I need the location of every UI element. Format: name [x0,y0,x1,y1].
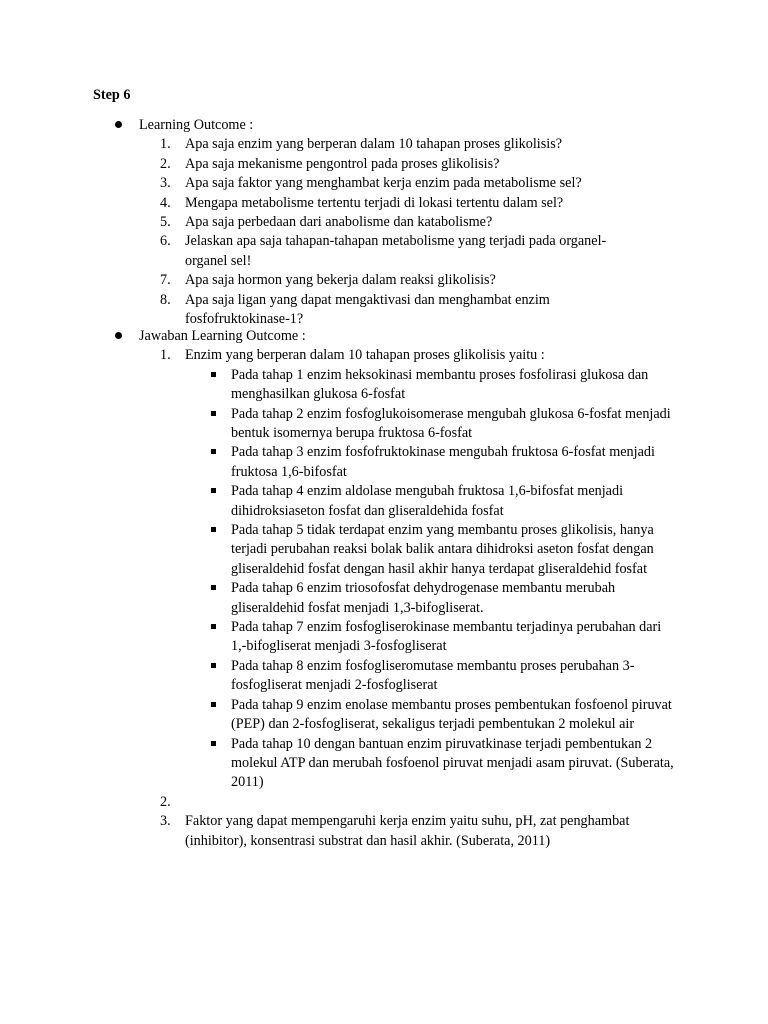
square-bullet-icon [211,527,216,532]
step-text: Pada tahap 5 tidak terdapat enzim yang membantu proses glikolisis, hanya terjadi perubahan reaksi bolak balik antara dihidroksi aseton fosfat dengan gliseraldehid fosfat dengan hasil akhir hanya terdapat gliseraldehid fosfat [231,522,654,577]
square-bullet-icon [211,624,216,629]
step-item [0,366,674,405]
question-text: Apa saja faktor yang menghambat kerja enzim pada metabolisme sel? [185,175,582,192]
question-item [0,174,647,193]
question-number: 3. [160,175,171,192]
step-item [0,696,674,735]
bullet-dot-icon [115,332,122,339]
learning-outcome-questions [0,135,768,329]
step-item [0,482,674,521]
bullet-dot-icon [115,121,122,128]
question-item [0,135,647,154]
step-text: Pada tahap 4 enzim aldolase mengubah fruktosa 1,6-bifosfat menjadi dihidroksiaseton fosfat dan gliseraldehida fosfat [231,483,624,519]
learning-outcome-bullet [0,116,768,135]
answer-text: Faktor yang dapat mempengaruhi kerja enzim yaitu suhu, pH, zat penghambat (inhibitor), konsentrasi substrat dan hasil akhir. (Suberata, 2011) [185,813,630,849]
square-bullet-icon [211,411,216,416]
question-number: 5. [160,214,171,231]
step-text: Pada tahap 6 enzim triosofosfat dehydrogenase membantu merubah gliseraldehid fosfat menjadi 1,3-bifogliserat. [231,580,616,616]
question-text: Jelaskan apa saja tahapan-tahapan metabolisme yang terjadi pada organel-organel sel! [185,233,607,269]
step-item [0,618,674,657]
jawaban-section [0,327,768,851]
step-item [0,579,674,618]
answer-number: 2. [160,793,171,810]
question-item [0,232,647,271]
square-bullet-icon [211,663,216,668]
glycolysis-steps [185,366,674,793]
square-bullet-icon [211,488,216,493]
step-text: Pada tahap 7 enzim fosfogliserokinase membantu terjadinya perubahan dari 1,-bifogliserat menjadi 3-fosfogliserat [231,619,662,655]
question-number: 8. [160,291,171,308]
question-item [0,213,647,232]
answer-number: 3. [160,813,171,830]
jawaban-title: Jawaban Learning Outcome : [139,328,306,344]
step-item [0,521,674,579]
question-text: Mengapa metabolisme tertentu terjadi di lokasi tertentu dalam sel? [185,194,564,211]
question-number: 7. [160,272,171,289]
answer-item [0,812,647,851]
question-text: Apa saja perbedaan dari anabolisme dan katabolisme? [185,214,493,231]
question-text: Apa saja enzim yang berperan dalam 10 tahapan proses glikolisis? [185,136,563,153]
step-text: Pada tahap 8 enzim fosfogliseromutase membantu proses perubahan 3-fosfogliserat menjadi 2-fosfogliserat [231,657,635,694]
answer-item [0,346,674,792]
step-text: Pada tahap 3 enzim fosfofruktokinase mengubah fruktosa 6-fosfat menjadi fruktosa 1,6-bifosfat [231,444,655,480]
question-item [0,194,647,213]
question-number: 4. [160,194,171,211]
question-item [0,291,647,330]
square-bullet-icon [211,449,216,454]
step-heading: Step 6 [93,87,131,103]
step-text: Pada tahap 9 enzim enolase membantu proses pembentukan fosfoenol piruvat (PEP) dan 2-fosfogliserat, sekaligus terjadi pembentukan 2 molekul air [231,696,672,733]
question-text: Apa saja ligan yang dapat mengaktivasi dan menghambat enzim fosfofruktokinase-1? [185,291,550,328]
learning-outcome-title: Learning Outcome : [139,117,254,133]
answer-number: 1. [160,347,171,364]
question-text: Apa saja mekanisme pengontrol pada proses glikolisis? [185,155,500,172]
step-text: Pada tahap 10 dengan bantuan enzim piruvatkinase terjadi pembentukan 2 molekul ATP dan merubah fosfoenol piruvat menjadi asam piruvat. (Suberata, 2011) [231,735,674,791]
square-bullet-icon [211,372,216,377]
question-number: 6. [160,233,171,250]
step-text: Pada tahap 2 enzim fosfoglukoisomerase mengubah glukosa 6-fosfat menjadi bentuk isomernya berupa fruktosa 6-fosfat [231,405,671,442]
learning-outcome-section [0,116,768,329]
step-text: Pada tahap 1 enzim heksokinasi membantu proses fosfolirasi glukosa dan menghasilkan glukosa 6-fosfat [231,366,649,403]
step-item [0,443,674,482]
question-item [0,271,647,290]
question-text: Apa saja hormon yang bekerja dalam reaksi glikolisis? [185,272,496,289]
question-number: 1. [160,136,171,153]
step-item [0,735,674,793]
square-bullet-icon [211,702,216,707]
answer-intro: Enzim yang berperan dalam 10 tahapan proses glikolisis yaitu : [185,347,545,364]
question-item [0,155,647,174]
question-number: 2. [160,155,171,172]
square-bullet-icon [211,741,216,746]
answer-item [0,793,647,812]
step-item [0,405,674,444]
jawaban-answers [0,346,768,851]
square-bullet-icon [211,585,216,590]
step-item [0,657,674,696]
jawaban-bullet [0,327,768,346]
